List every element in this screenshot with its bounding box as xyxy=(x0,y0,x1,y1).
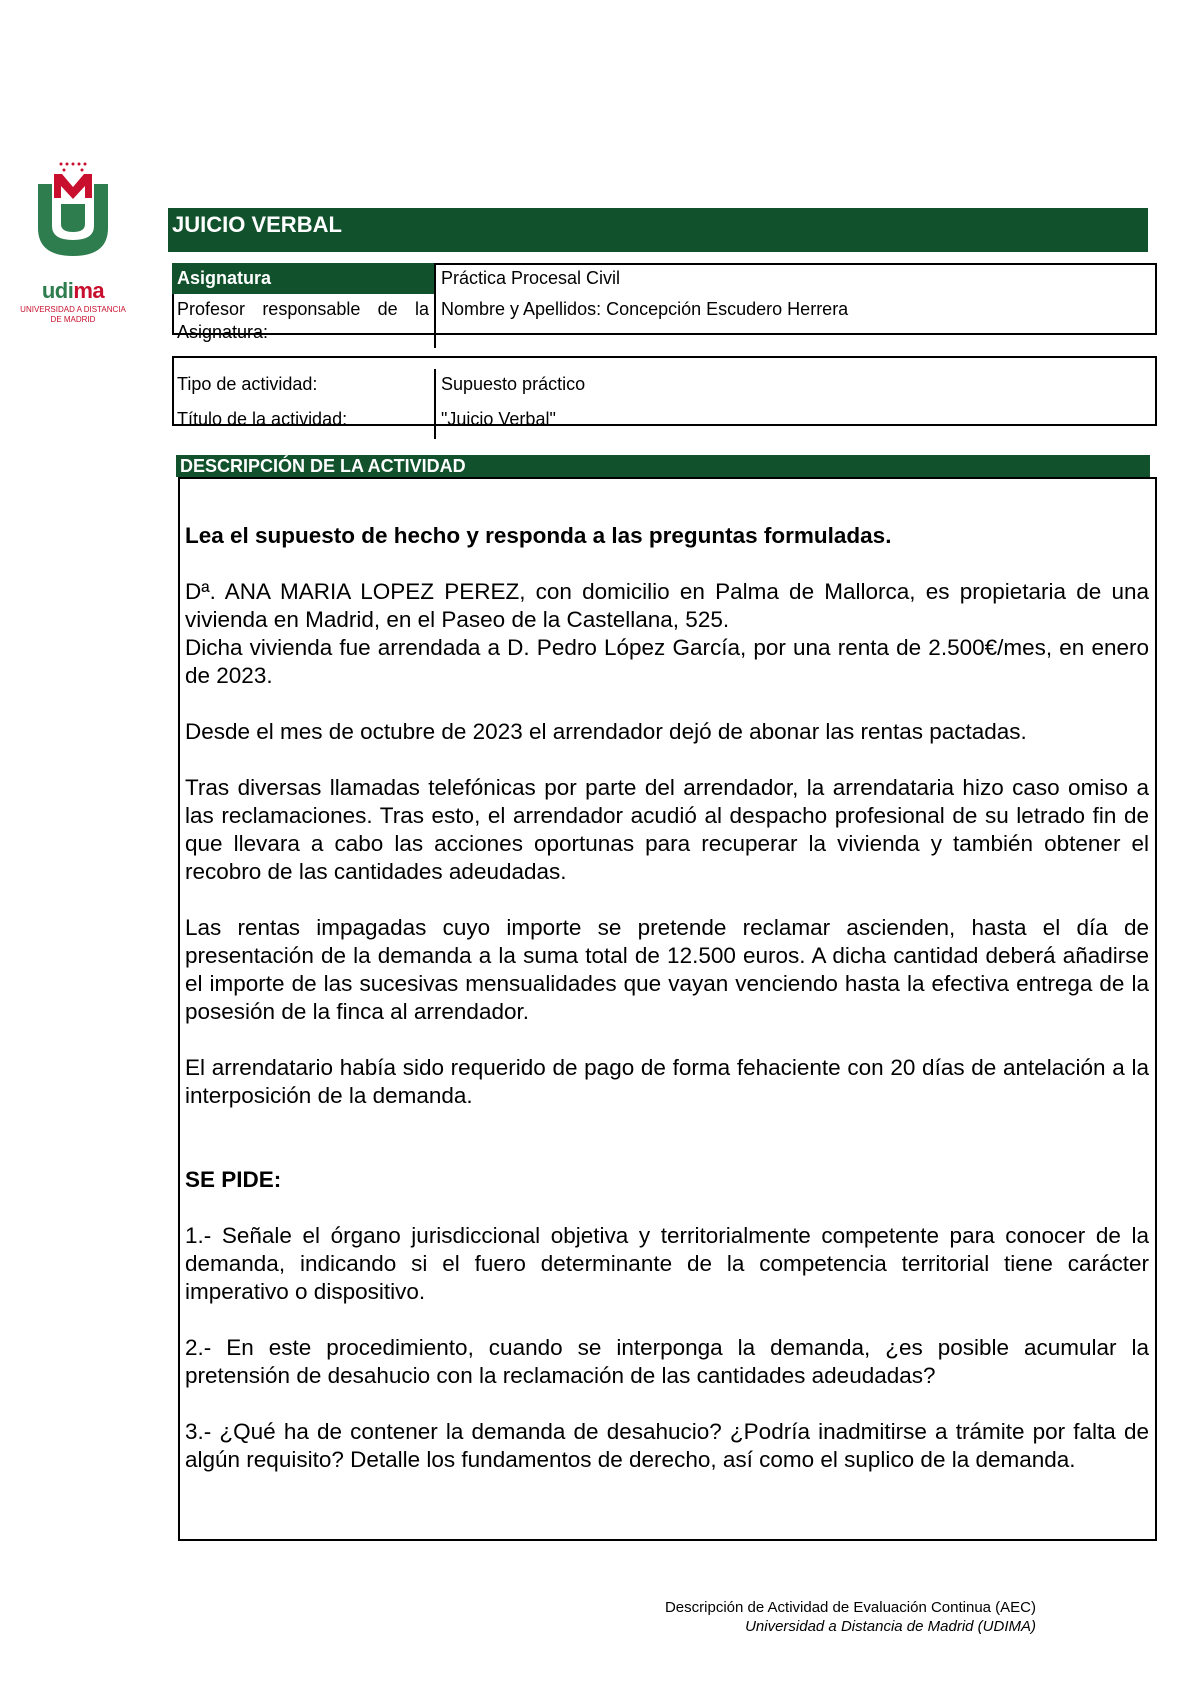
question-1: 1.- Señale el órgano jurisdiccional objetiva y territorialmente competente para conocer de la demanda, indicando si el fuero determinante de la competencia territorial tiene carácter imperativo o dispositivo. xyxy=(185,1223,1149,1304)
footer-line-2: Universidad a Distancia de Madrid (UDIMA) xyxy=(745,1618,1036,1635)
tipo-label: Tipo de actividad: xyxy=(172,369,435,404)
tipo-value: Supuesto práctico xyxy=(441,374,586,394)
logo-subtitle: UNIVERSIDAD A DISTANCIA DE MADRID xyxy=(20,305,126,324)
facts-paragraph-1: Dª. ANA MARIA LOPEZ PEREZ, con domicilio en Palma de Mallorca, es propietaria de una vivienda en Madrid, en el Paseo de la Castellana, 525. Dicha vivienda fue arrendada a D. Pedro López García, por una renta de 2.500€/mes, en enero de 2023. xyxy=(185,579,1149,688)
activity-info-table xyxy=(172,263,1157,439)
titulo-label: Título de la actividad: xyxy=(172,404,435,439)
facts-paragraph-2: Desde el mes de octubre de 2023 el arrendador dejó de abonar las rentas pactadas. xyxy=(185,719,1027,744)
page-footer xyxy=(665,1598,1036,1636)
question-2: 2.- En este procedimiento, cuando se interponga la demanda, ¿es posible acumular la pretensión de desahucio con la reclamación de las cantidades adeudadas? xyxy=(185,1335,1149,1388)
question-3: 3.- ¿Qué ha de contener la demanda de desahucio? ¿Podría inadmitirse a trámite por falta de algún requisito? Detalle los fundamentos de derecho, así como el suplico de la demanda. xyxy=(185,1419,1149,1472)
description-header: DESCRIPCIÓN DE LA ACTIVIDAD xyxy=(176,455,1150,477)
profesor-label: Profesor responsable de la Asignatura: xyxy=(172,294,435,348)
udima-emblem-icon xyxy=(14,160,132,280)
asignatura-label: Asignatura xyxy=(172,263,435,294)
udima-logo xyxy=(14,160,132,324)
facts-paragraph-4: Las rentas impagadas cuyo importe se pretende reclamar ascienden, hasta el día de presentación de la demanda a la suma total de 12.500 euros. A dicha cantidad deberá añadirse el importe de las sucesivas mensualidades que vayan venciendo hasta la efectiva entrega de la posesión de la finca al arrendador. xyxy=(185,915,1149,1024)
asignatura-value: Práctica Procesal Civil xyxy=(441,268,621,288)
logo-wordmark: udima xyxy=(41,278,105,303)
page-title: JUICIO VERBAL xyxy=(168,208,1148,252)
footer-line-1: Descripción de Actividad de Evaluación Continua (AEC) xyxy=(664,1599,1036,1616)
facts-paragraph-3: Tras diversas llamadas telefónicas por parte del arrendador, la arrendataria hizo caso omiso a las reclamaciones. Tras esto, el arrendador acudió al despacho profesional de su letrado fin de que llevara a cabo las acciones oportunas para recuperar la vivienda y también obtener el recobro de las cantidades adeudadas. xyxy=(185,775,1149,884)
intro-text: Lea el supuesto de hecho y responda a las preguntas formuladas. xyxy=(185,523,892,548)
titulo-value: "Juicio Verbal" xyxy=(441,409,556,429)
facts-paragraph-5: El arrendatario había sido requerido de pago de forma fehaciente con 20 días de antelación a la interposición de la demanda. xyxy=(185,1055,1149,1108)
description-content xyxy=(185,522,1149,1502)
profesor-value: Nombre y Apellidos: Concepción Escudero Herrera xyxy=(441,299,849,319)
se-pide-heading: SE PIDE: xyxy=(185,1167,282,1192)
